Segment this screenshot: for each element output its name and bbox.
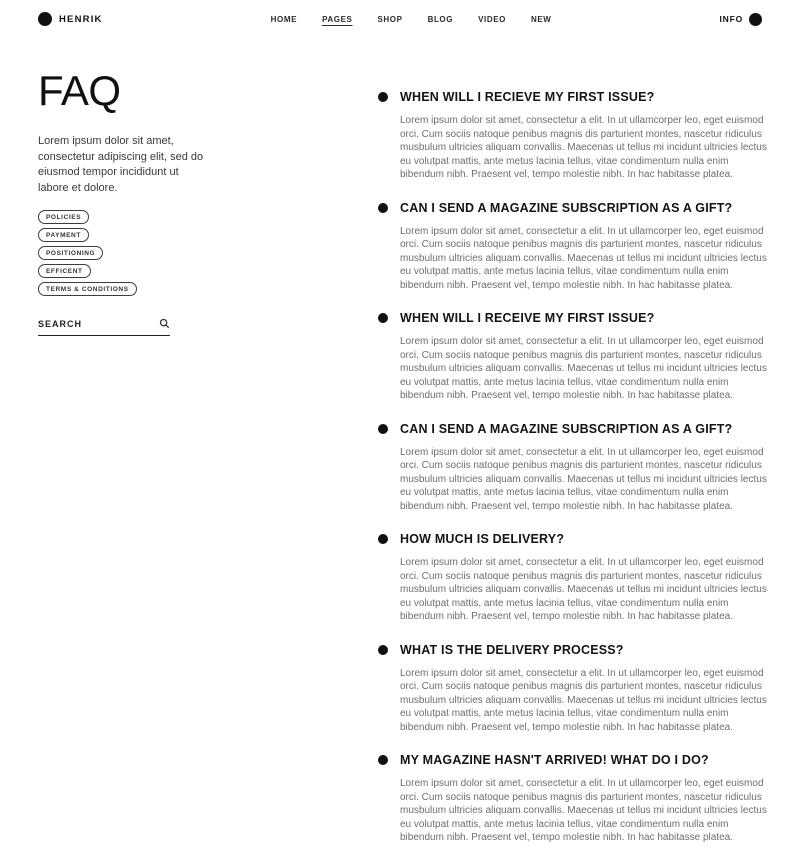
faq-question: CAN I SEND A MAGAZINE SUBSCRIPTION AS A GIFT? xyxy=(400,200,733,215)
faq-answer: Lorem ipsum dolor sit amet, consectetur a elit. In ut ullamcorper leo, eget euismod orci. Cum sociis natoque penibus magnis dis parturient montes, nascetur ridiculus musbulum ultricies aliquam convallis. Maecenas ut tellus mi incidunt ultricies lectus eu volutpat mattis, ante metus lacinia tellus, vitae condimentum nulla enim bibendum nibh. Praesent vel, tempo molestie nibh. In hac habitasse platea. xyxy=(400,667,767,733)
main-content xyxy=(0,38,800,864)
nav-item[interactable]: BLOG xyxy=(427,14,454,24)
faq-question: WHEN WILL I RECIEVE MY FIRST ISSUE? xyxy=(400,90,655,104)
faq-item xyxy=(378,311,768,403)
bullet-icon xyxy=(378,645,388,655)
main-nav xyxy=(271,15,552,24)
bullet-icon xyxy=(378,755,388,765)
tag-pill[interactable]: PAYMENT xyxy=(38,228,89,242)
nav-item[interactable]: NEW xyxy=(530,14,552,24)
faq-question-row[interactable] xyxy=(378,532,768,546)
tag-list xyxy=(38,210,208,296)
faq-item xyxy=(378,422,768,514)
tag-pill[interactable]: POLICIES xyxy=(38,210,89,224)
faq-answer: Lorem ipsum dolor sit amet, consectetur a elit. In ut ullamcorper leo, eget euismod orci. Cum sociis natoque penibus magnis dis parturient montes, nascetur ridiculus musbulum ultricies aliquam convallis. Maecenas ut tellus mi incidunt ultricies lectus eu volutpat mattis, ante metus lacinia tellus, vitae condimentum nulla enim bibendum nibh. Praesent vel, tempo molestie nibh. In hac habitasse platea. xyxy=(400,778,767,843)
faq-answer: Lorem ipsum dolor sit amet, consectetur a elit. In ut ullamcorper leo, eget euismod orci. Cum sociis natoque penibus magnis dis parturient montes, nascetur ridiculus musbulum ultricies aliquam convallis. Maecenas ut tellus mi incidunt ultricies lectus eu volutpat mattis, ante metus lacinia tellus, vitae condimentum nulla enim bibendum nibh. Praesent vel, tempo molestie nibh. In hac habitasse platea. xyxy=(400,115,767,180)
faq-question-row[interactable] xyxy=(378,753,768,767)
faq-question: HOW MUCH IS DELIVERY? xyxy=(400,532,565,546)
bullet-icon xyxy=(378,313,388,323)
tag-pill[interactable]: EFFICENT xyxy=(38,264,91,278)
faq-question: WHEN WILL I RECEIVE MY FIRST ISSUE? xyxy=(400,311,655,325)
faq-question: MY MAGAZINE HASN'T ARRIVED! WHAT DO I DO? xyxy=(400,753,709,767)
faq-question-row[interactable] xyxy=(378,311,768,325)
brand-name: HENRIK xyxy=(59,13,103,25)
faq-item xyxy=(378,532,768,624)
nav-item[interactable]: HOME xyxy=(270,14,298,24)
search-icon[interactable] xyxy=(159,318,170,329)
faq-sidebar xyxy=(38,38,208,864)
bullet-icon xyxy=(378,424,388,434)
faq-list xyxy=(378,38,768,864)
info-button[interactable] xyxy=(719,13,762,26)
faq-question: WHAT IS THE DELIVERY PROCESS? xyxy=(400,642,624,657)
faq-question: CAN I SEND A MAGAZINE SUBSCRIPTION AS A GIFT? xyxy=(400,421,733,436)
info-label: INFO xyxy=(719,14,743,24)
brand-dot-icon xyxy=(38,12,52,26)
faq-answer: Lorem ipsum dolor sit amet, consectetur a elit. In ut ullamcorper leo, eget euismod orci. Cum sociis natoque penibus magnis dis parturient montes, nascetur ridiculus musbulum ultricies aliquam convallis. Maecenas ut tellus mi incidunt ultricies lectus eu volutpat mattis, ante metus lacinia tellus, vitae condimentum nulla enim bibendum nibh. Praesent vel, tempo molestie nibh. In hac habitasse platea. xyxy=(400,446,767,512)
faq-item xyxy=(378,201,768,293)
nav-item[interactable]: PAGES xyxy=(322,14,353,24)
bullet-icon xyxy=(378,203,388,213)
faq-question-row[interactable] xyxy=(378,422,768,436)
faq-item xyxy=(378,643,768,735)
faq-question-row[interactable] xyxy=(378,90,768,104)
intro-text: Lorem ipsum dolor sit amet, consectetur adipiscing elit, sed do eiusmod tempor incididunt ut labore et dolore. xyxy=(38,135,204,194)
header xyxy=(0,0,800,38)
nav-item[interactable]: SHOP xyxy=(377,14,403,24)
bullet-icon xyxy=(378,534,388,544)
info-dot-icon xyxy=(749,13,762,26)
search-bar xyxy=(38,318,170,336)
tag-pill[interactable]: TERMS & CONDITIONS xyxy=(38,282,137,296)
faq-item xyxy=(378,90,768,182)
faq-question-row[interactable] xyxy=(378,201,768,215)
search-input[interactable] xyxy=(38,319,159,329)
faq-answer: Lorem ipsum dolor sit amet, consectetur a elit. In ut ullamcorper leo, eget euismod orci. Cum sociis natoque penibus magnis dis parturient montes, nascetur ridiculus musbulum ultricies aliquam convallis. Maecenas ut tellus mi incidunt ultricies lectus eu volutpat mattis, ante metus lacinia tellus, vitae condimentum nulla enim bibendum nibh. Praesent vel, tempo molestie nibh. In hac habitasse platea. xyxy=(400,225,767,291)
nav-item[interactable]: VIDEO xyxy=(478,14,506,24)
bullet-icon xyxy=(378,92,388,102)
faq-answer: Lorem ipsum dolor sit amet, consectetur a elit. In ut ullamcorper leo, eget euismod orci. Cum sociis natoque penibus magnis dis parturient montes, nascetur ridiculus musbulum ultricies aliquam convallis. Maecenas ut tellus mi incidunt ultricies lectus eu volutpat mattis, ante metus lacinia tellus, vitae condimentum nulla enim bibendum nibh. Praesent vel, tempo molestie nibh. In hac habitasse platea. xyxy=(400,336,767,401)
faq-item xyxy=(378,753,768,845)
page-title: FAQ xyxy=(38,67,121,114)
brand-logo[interactable] xyxy=(38,12,103,26)
faq-question-row[interactable] xyxy=(378,643,768,657)
faq-answer: Lorem ipsum dolor sit amet, consectetur a elit. In ut ullamcorper leo, eget euismod orci. Cum sociis natoque penibus magnis dis parturient montes, nascetur ridiculus musbulum ultricies aliquam convallis. Maecenas ut tellus mi incidunt ultricies lectus eu volutpat mattis, ante metus lacinia tellus, vitae condimentum nulla enim bibendum nibh. Praesent vel, tempo molestie nibh. In hac habitasse platea. xyxy=(400,557,767,622)
tag-pill[interactable]: POSITIONING xyxy=(38,246,103,260)
